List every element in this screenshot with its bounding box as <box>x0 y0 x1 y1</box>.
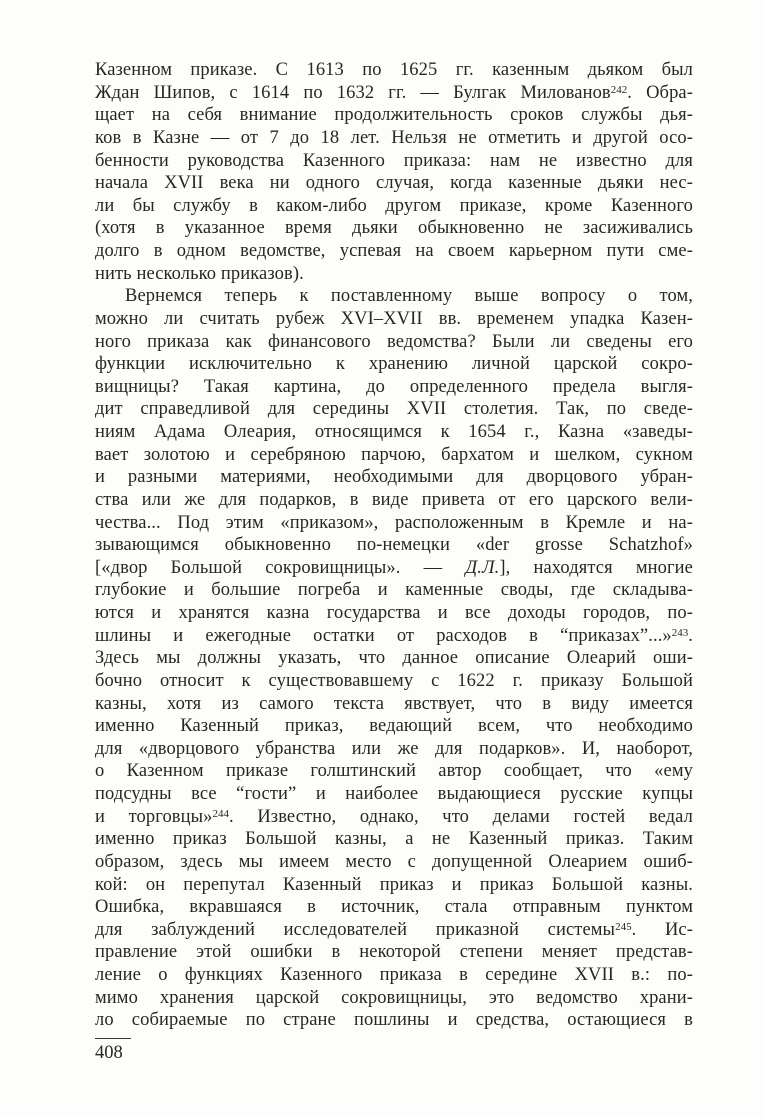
text-line: щает на себя внимание продолжительность сроков службы дья- <box>95 105 693 126</box>
text-block <box>95 59 693 1032</box>
text-line: зывающимся обыкновенно по-немецки «der grosse Schatzhof» <box>95 535 693 556</box>
text-line: бенности руководства Казенного приказа: нам не известно для <box>95 150 693 171</box>
text-line: ление о функциях Казенного приказа в середине XVII в.: по- <box>95 965 693 985</box>
text-line: ков в Казне — от 7 до 18 лет. Нельзя не отметить и другой осо- <box>95 127 693 148</box>
text-line: ются и хранятся казна государства и все доходы городов, по- <box>95 603 693 623</box>
text-line: ниям Адама Олеария, относящимся к 1654 г., Казна «заведы- <box>95 422 693 442</box>
text-line: и торговцы»$^{244}$. Известно, однако, что делами гостей ведал <box>95 806 693 827</box>
text-line: о Казенном приказе голштинский автор сообщает, что «ему <box>95 761 693 782</box>
text-line: образом, здесь мы имеем место с допущенной Олеарием ошиб- <box>95 851 693 872</box>
text-line: именно Казенный приказ, ведающий всем, что необходимо <box>95 716 693 737</box>
text-line: ли бы службу в каком-либо другом приказе, кроме Казенного <box>95 195 693 216</box>
footnote-ref: 242 <box>610 83 628 96</box>
text-line: именно приказ Большой казны, а не Казенный приказ. Таким <box>95 829 693 850</box>
text-line: [«двор Большой сокровищницы». — Д.Л.], находятся многие <box>95 557 693 578</box>
text-line: кой: он перепутал Казенный приказ и приказ Большой казны. <box>95 874 693 895</box>
footnote-ref: 245 <box>615 920 632 933</box>
text-line: Ждан Шипов, с 1614 по 1632 гг. — Булгак Милованов$^{242}$. Обра- <box>95 82 693 103</box>
text-line: для «дворцового убранства или же для подарков». И, наоборот, <box>95 738 693 759</box>
page-number: 408 <box>95 1038 131 1063</box>
text-line: Вернемся теперь к поставленному выше вопросу о том, <box>125 286 693 307</box>
text-line: Ошибка, вкравшаяся в источник, стала отправным пунктом <box>95 897 693 918</box>
text-line: дит справедливой для середины XVII столетия. Так, по сведе- <box>95 399 693 420</box>
text-line: бочно относит к существовавшему с 1622 г. приказу Большой <box>95 670 693 691</box>
text-line: можно ли считать рубеж XVI–XVII вв. временем упадка Казен- <box>95 308 693 329</box>
text-line: Здесь мы должны указать, что данное описание Олеарий оши- <box>95 648 693 669</box>
text-line: и разными материями, необходимыми для дворцового убран- <box>95 467 693 488</box>
text-line: вает золотою и серебряною парчою, бархатом и шелком, сукном <box>95 444 693 465</box>
text-line: шлины и ежегодные остатки от расходов в “приказах”...»$^{243}$. <box>95 625 693 646</box>
text-line: чества... Под этим «приказом», расположенным в Кремле и на- <box>95 512 693 533</box>
text-line: для заблуждений исследователей приказной системы$^{245}$. Ис- <box>95 919 693 940</box>
footnote-ref: 244 <box>212 807 230 820</box>
text-line: ства или же для подарков, в виде привета от его царского вели- <box>95 489 693 510</box>
text-line: подсудны все “гости” и наиболее выдающиеся русские купцы <box>95 784 693 804</box>
footnote-ref: 243 <box>671 626 689 639</box>
text-line: (хотя в указанное время дьяки обыкновенно не засиживались <box>95 218 693 239</box>
text-line: глубокие и большие погреба и каменные своды, где складыва- <box>95 580 693 601</box>
text-line: функции исключительно к хранению личной царской сокро- <box>95 354 693 375</box>
text-line: мимо хранения царской сокровищницы, это ведомство храни- <box>95 987 693 1008</box>
text-line: ного приказа как финансового ведомства? Были ли сведены его <box>95 331 693 352</box>
text-line: Казенном приказе. С 1613 по 1625 гг. казенным дьяком был <box>95 60 693 80</box>
text-line: ло собираемые по стране пошлины и средства, остающиеся в <box>95 1010 693 1031</box>
text-line: начала XVII века ни одного случая, когда казенные дьяки нес- <box>95 173 693 194</box>
text-line: долго в одном ведомстве, успевая на своем карьерном пути сме- <box>95 241 693 261</box>
text-line: правление этой ошибки в некоторой степени меняет представ- <box>95 942 693 963</box>
text-line: нить несколько приказов). <box>95 263 304 284</box>
text-line: казны, хотя из самого текста явствует, что в виду имеется <box>95 693 693 714</box>
text-line: вищницы? Такая картина, до определенного предела выгля- <box>95 376 693 397</box>
